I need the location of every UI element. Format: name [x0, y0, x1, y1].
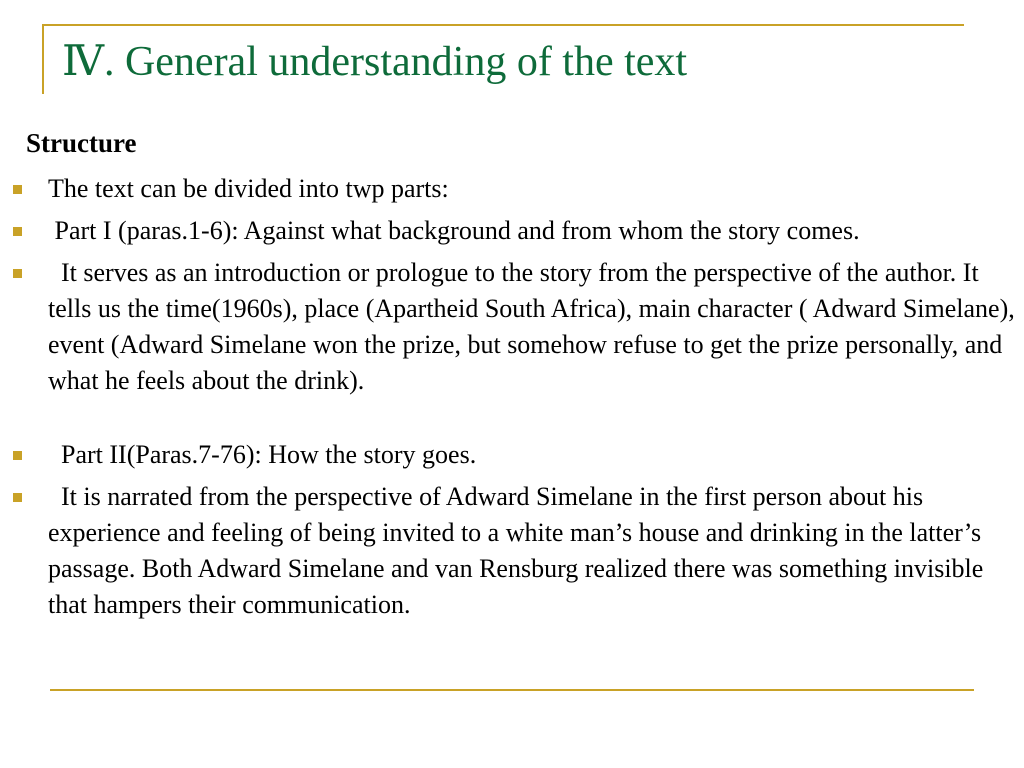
bullet-item — [0, 437, 1024, 473]
slide-title: Ⅳ. General understanding of the text — [62, 39, 688, 85]
left-accent-line — [42, 24, 44, 94]
bullet-text: It is narrated from the perspective of Adward Simelane in the first person about his experience and feeling of being invited to a white man’s house and drinking in the latter’s passage. Both Adward Simelane and van Rensburg realized there was something invisible that hampers their communication. — [48, 482, 990, 619]
square-bullet-icon — [13, 451, 22, 460]
square-bullet-icon — [13, 269, 22, 278]
square-bullet-icon — [13, 227, 22, 236]
bullet-item — [0, 213, 1024, 249]
square-bullet-icon — [13, 185, 22, 194]
bullet-item — [0, 255, 1024, 399]
bullet-text: The text can be divided into twp parts: — [48, 174, 449, 203]
bullet-text: Part II(Paras.7-76): How the story goes. — [48, 440, 477, 469]
bullet-item — [0, 479, 1024, 623]
top-accent-line — [42, 24, 964, 26]
section-heading: Structure — [26, 128, 137, 158]
bullet-text: It serves as an introduction or prologue to the story from the perspective of the author. It tells us the time(1960s), place (Apartheid South Africa), main character ( Adward Simelane), event (Adward Simelane won the prize, but somehow refuse to get the prize personally, and what he feels about the drink). — [48, 258, 1022, 395]
bottom-accent-line — [50, 689, 974, 691]
square-bullet-icon — [13, 493, 22, 502]
bullet-item — [0, 171, 1024, 207]
bullet-list — [0, 171, 1024, 629]
bullet-text: Part I (paras.1-6): Against what background and from whom the story comes. — [48, 216, 860, 245]
